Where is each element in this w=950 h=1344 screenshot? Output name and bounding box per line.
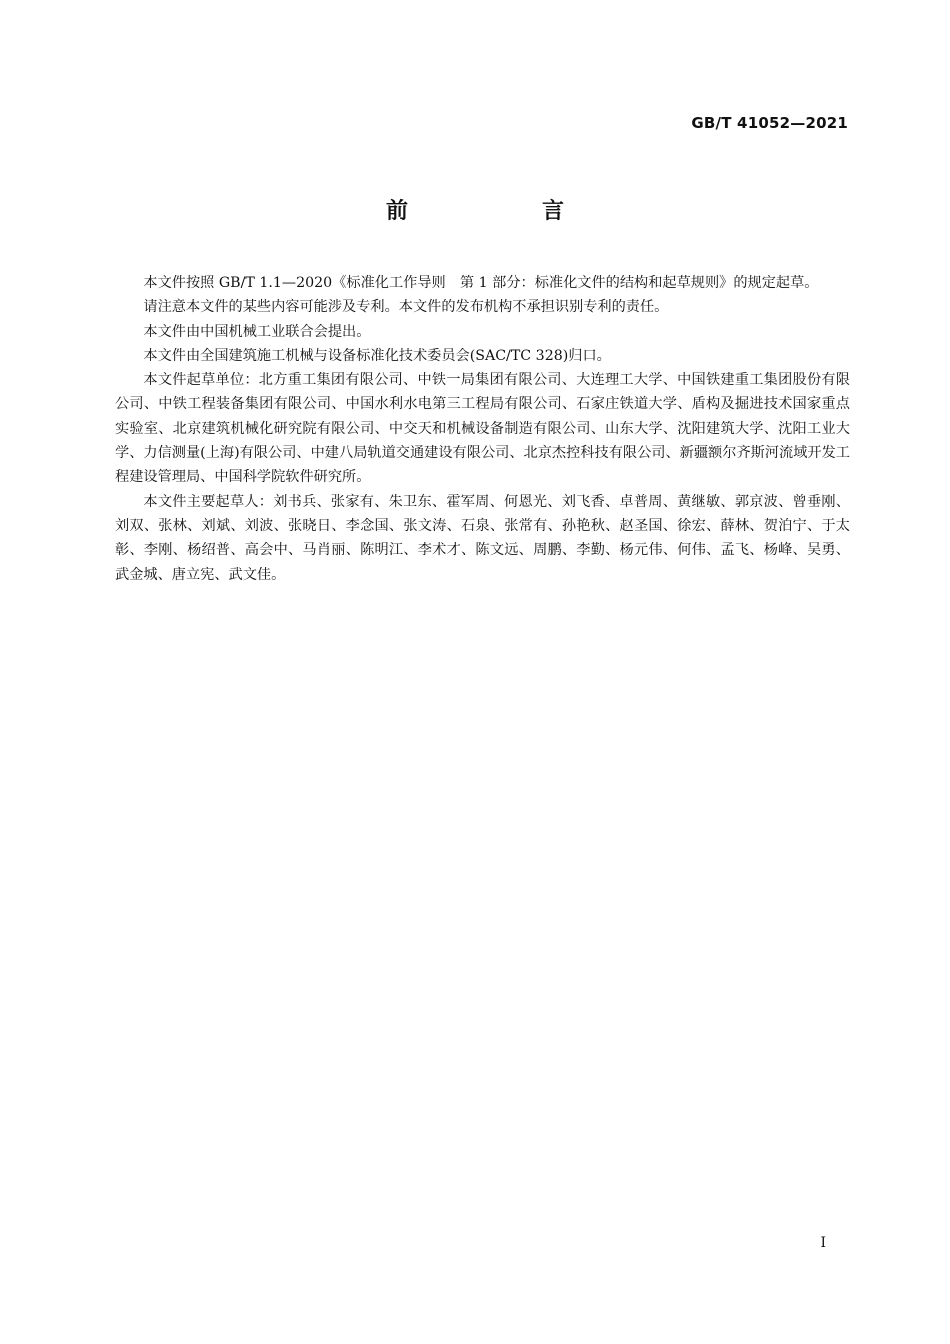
standard-code: GB/T 41052—2021 [691, 114, 848, 132]
paragraph-drafting-rules: 本文件按照 GB/T 1.1—2020《标准化工作导则 第 1 部分：标准化文件的结构和起草规则》的规定起草。 [143, 275, 819, 291]
page-title: 前 言 [385, 199, 620, 224]
page-number: I [820, 1235, 826, 1251]
paragraph-drafting-organizations: 本文件起草单位：北方重工集团有限公司、中铁一局集团有限公司、大连理工大学、中国铁建重工集团股份有限公司、中铁工程装备集团有限公司、中国水利水电第三工程局有限公司、石家庄铁道大学、盾构及掘进技术国家重点实验室、北京建筑机械化研究院有限公司、中交天和机械设备制造有限公司、山东大学、沈阳建筑大学、沈阳工业大学、力信测量(上海)有限公司、中建八局轨道交通建设有限公司、北京杰控科技有限公司、新疆额尔齐斯河流域开发工程建设管理局、中国科学院软件研究所。 [115, 372, 850, 486]
paragraph-proposer: 本文件由中国机械工业联合会提出。 [143, 323, 371, 340]
paragraph-patent-notice: 请注意本文件的某些内容可能涉及专利。本文件的发布机构不承担识别专利的责任。 [143, 299, 669, 316]
paragraph-main-drafters: 本文件主要起草人：刘书兵、张家有、朱卫东、霍军周、何恩光、刘飞香、卓普周、黄继敏、郭京波、曾垂刚、刘双、张林、刘斌、刘波、张晓日、李念国、张文涛、石泉、张常有、孙艳秋、赵圣国、徐宏、薛林、贺泊宁、于太彰、李刚、杨绍普、高会中、马肖丽、陈明江、李术才、陈文远、周鹏、李勤、杨元伟、何伟、孟飞、杨峰、吴勇、武金城、唐立宪、武文佳。 [115, 493, 850, 583]
foreword-body [115, 271, 850, 587]
paragraph-technical-committee: 本文件由全国建筑施工机械与设备标准化技术委员会(SAC/TC 328)归口。 [143, 347, 611, 364]
